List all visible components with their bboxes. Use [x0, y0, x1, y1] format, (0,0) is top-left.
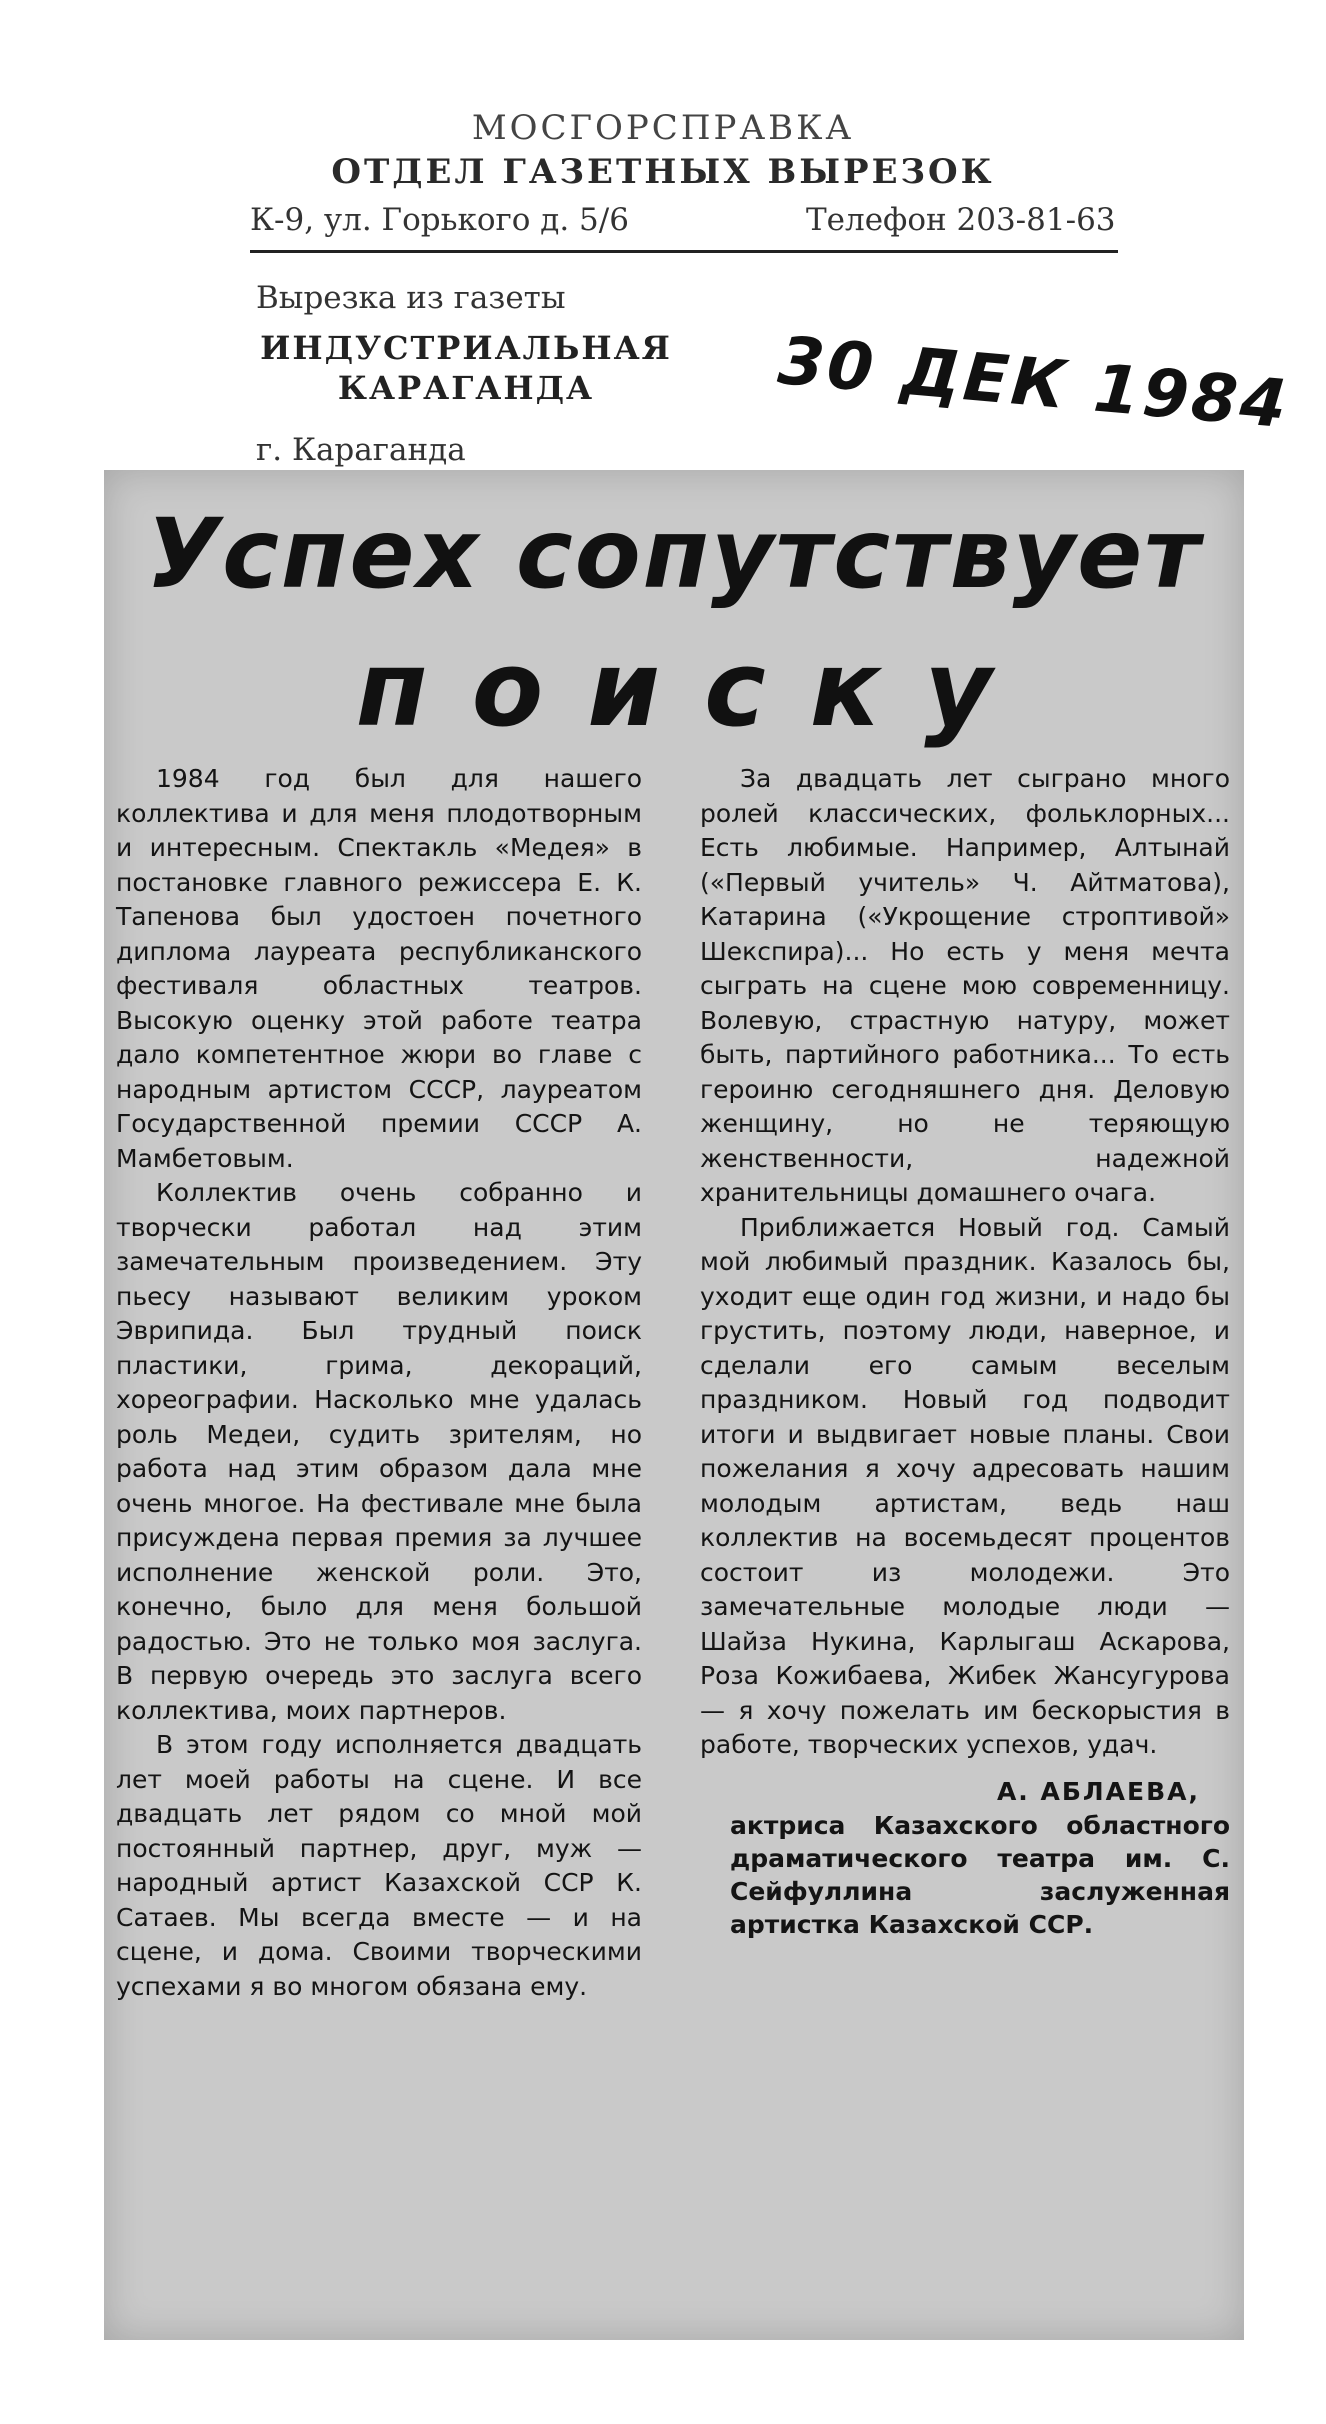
agency-address: К-9, ул. Горького д. 5/6: [250, 202, 629, 238]
headline-line2: поиску: [355, 628, 1037, 750]
article-paragraph: 1984 год был для нашего коллектива и для меня плодотворным и интересным. Спектакль «Медея» в постановке главного режиссера Е. К. Тапенова был удостоен почетного диплома лауреата республиканского фестиваля областных театров. Высокую оценку этой работе театра дало компетентное жюри во главе с народным артистом СССР, лауреатом Государственной премии СССР А. Мамбетовым.: [116, 764, 642, 1173]
newspaper-city: г. Караганда: [256, 432, 466, 468]
header-rule: [250, 250, 1118, 253]
article-column-left: [116, 762, 642, 2004]
article-paragraph: В этом году исполняется двадцать лет моей работы на сцене. И все двадцать лет рядом со мной мой постоянный партнер, друг, муж — народный артист Казахской ССР К. Сатаев. Мы всегда вместе — и на сцене, и дома. Своими творческими успехами я во многом обязана ему.: [116, 1730, 642, 2001]
clip-label: Вырезка из газеты: [256, 280, 566, 316]
department-name: ОТДЕЛ ГАЗЕТНЫХ ВЫРЕЗОК: [331, 152, 995, 192]
agency-phone: Телефон 203-81-63: [806, 202, 1116, 238]
article-column-right: [700, 762, 1230, 1941]
author-signature: А. АБЛАЕВА,: [996, 1776, 1200, 1806]
headline-line1: Успех сопутствует: [146, 498, 1202, 610]
newspaper-name-line1: ИНДУСТРИАЛЬНАЯ: [260, 329, 672, 367]
article-paragraph: Коллектив очень собранно и творчески работал над этим замечательным произведением. Эту пьесу называют великим уроком Эврипида. Был трудный поиск пластики, грима, декораций, хореографии. Насколько мне удалась роль Медеи, судить зрителям, но работа над этим образом дала мне очень многое. На фестивале мне была присуждена первая премия за лучшее исполнение женской роли. Это, конечно, было для меня большой радостью. Это не только моя заслуга. В первую очередь это заслуга всего коллектива, моих партнеров.: [116, 1178, 642, 1725]
author-credit: актриса Казахского областного драматического театра им. С. Сейфуллина заслуженная артистка Казахской ССР.: [730, 1811, 1230, 1939]
newspaper-name-line2: КАРАГАНДА: [337, 369, 595, 407]
agency-name: МОСГОРСПРАВКА: [471, 108, 855, 148]
article-paragraph: Приближается Новый год. Самый мой любимый праздник. Казалось бы, уходит еще один год жизни, и надо бы грустить, поэтому люди, наверное, и сделали его самым веселым праздником. Новый год подводит итоги и выдвигает новые планы. Свои пожелания я хочу адресовать нашим молодым артистам, ведь наш коллектив на восемьдесят процентов состоит из молодежи. Это замечательные молодые люди — Шайза Нукина, Карлыгаш Аскарова, Роза Кожибаева, Жибек Жансугурова — я хочу пожелать им бескорыстия в работе, творческих успехов, удач.: [700, 1212, 1230, 1759]
newspaper-name: [256, 328, 676, 408]
newspaper-clipping: [104, 470, 1244, 2340]
date-stamp: 30 ДЕК 1984: [775, 322, 1293, 444]
article-paragraph: За двадцать лет сыграно много ролей классических, фольклорных... Есть любимые. Например, Алтынай («Первый учитель» Ч. Айтматова), Катарина («Укрощение строптивой» Шекспира)... Но есть у меня мечта сыграть на сцене мою современницу. Волевую, страстную натуру, может быть, партийного работника... То есть героиню сегодняшнего дня. Деловую женщину, но не теряющую женственности, надежной хранительницы домашнего очага.: [700, 764, 1230, 1207]
